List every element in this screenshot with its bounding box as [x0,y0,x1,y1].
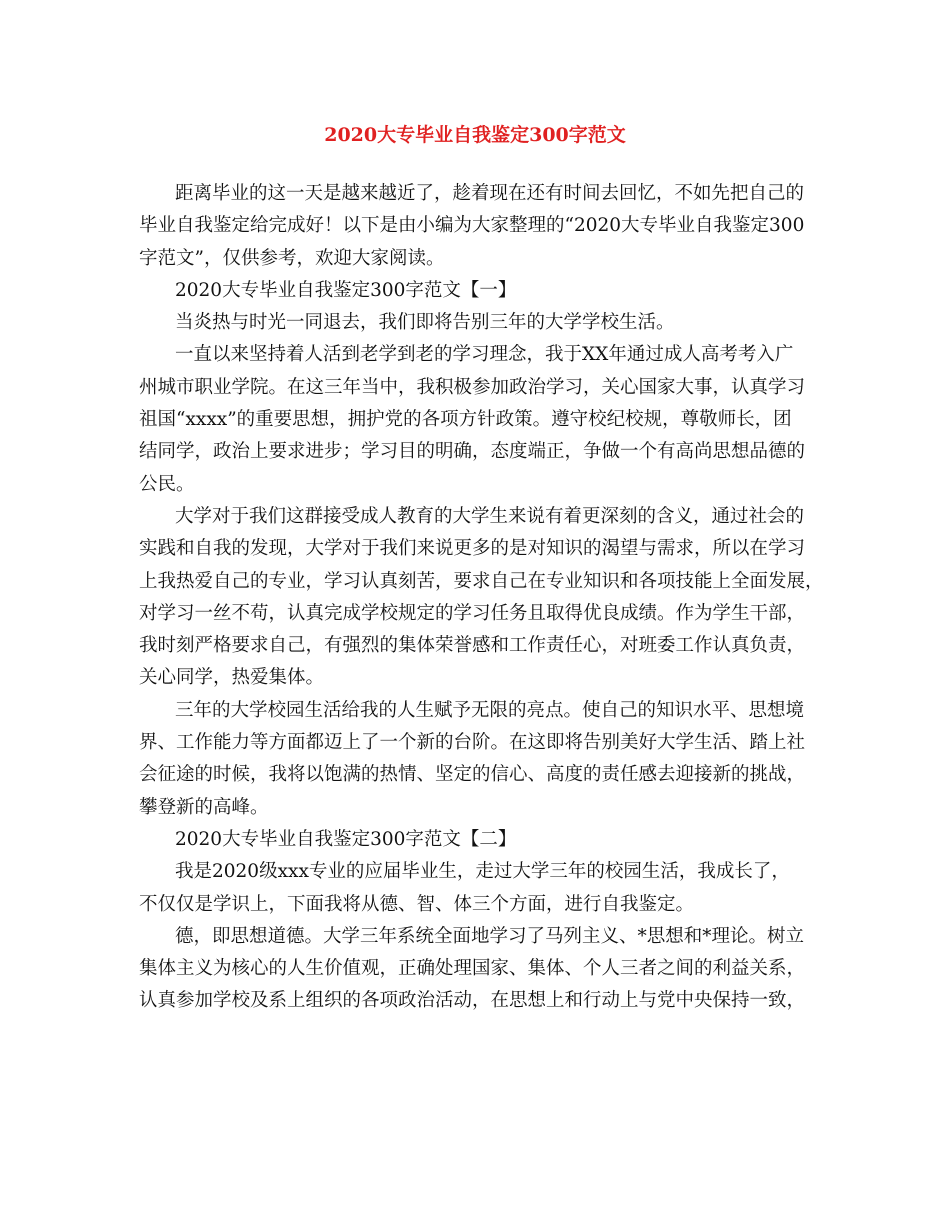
text-line: 当炎热与时光一同退去，我们即将告别三年的大学学校生活。 [175,312,675,334]
text-line: 祖国“xxxx”的重要思想，拥护党的各项方针政策。遵守校纪校规，尊敬师长，团 [139,409,792,431]
text-line: 三年的大学校园生活给我的人生赋予无限的亮点。使自己的知识水平、思想境 [175,699,805,721]
text-line: 不仅仅是学识上，下面我将从德、智、体三个方面，进行自我鉴定。 [139,893,695,915]
text-line: 我时刻严格要求自己，有强烈的集体荣誉感和工作责任心，对班委工作认真负责， [139,635,806,657]
text-line: 关心同学，热爱集体。 [139,667,325,689]
text-line: 结同学，政治上要求进步；学习目的明确，态度端正，争做一个有高尚思想品德的 [139,441,806,463]
text-line: 实践和自我的发现，大学对于我们来说更多的是对知识的渴望与需求，所以在学习 [139,538,806,560]
text-line: 集体主义为核心的人生价值观，正确处理国家、集体、个人三者之间的利益关系， [139,958,806,980]
text-line: 对学习一丝不苟，认真完成学校规定的学习任务且取得优良成绩。作为学生干部， [139,602,806,624]
text-line: 上我热爱自己的专业，学习认真刻苦，要求自己在专业知识和各项技能上全面发展， [139,570,824,592]
text-line: 会征途的时候，我将以饱满的热情、坚定的信心、高度的责任感去迎接新的挑战， [139,764,806,786]
text-line: 州城市职业学院。在这三年当中，我积极参加政治学习，关心国家大事，认真学习 [139,376,806,398]
text-line: 我是2020级xxx专业的应届毕业生，走过大学三年的校园生活，我成长了， [175,861,790,883]
text-line: 公民。 [139,473,195,495]
text-line: 界、工作能力等方面都迈上了一个新的台阶。在这即将告别美好大学生活、踏上社 [139,732,806,754]
text-line: 大学对于我们这群接受成人教育的大学生来说有着更深刻的含义，通过社会的 [175,505,805,527]
text-line: 一直以来坚持着人活到老学到老的学习理念，我于XX年通过成人高考考入广 [175,344,794,366]
text-line: 德，即思想道德。大学三年系统全面地学习了马列主义、*思想和*理论。树立 [175,925,805,947]
text-line: 2020大专毕业自我鉴定300字范文【一】 [175,279,517,301]
document-body [139,178,824,1018]
text-line: 毕业自我鉴定给完成好！以下是由小编为大家整理的“2020大专毕业自我鉴定300 [139,215,805,237]
text-line: 攀登新的高峰。 [139,796,269,818]
document-title: 2020大专毕业自我鉴定300字范文 [324,124,626,146]
text-line: 2020大专毕业自我鉴定300字范文【二】 [175,828,517,850]
text-line: 认真参加学校及系上组织的各项政治活动，在思想上和行动上与党中央保持一致， [139,990,806,1012]
text-line: 字范文”，仅供参考，欢迎大家阅读。 [139,247,445,269]
text-line: 距离毕业的这一天是越来越近了，趁着现在还有时间去回忆，不如先把自己的 [175,183,805,204]
